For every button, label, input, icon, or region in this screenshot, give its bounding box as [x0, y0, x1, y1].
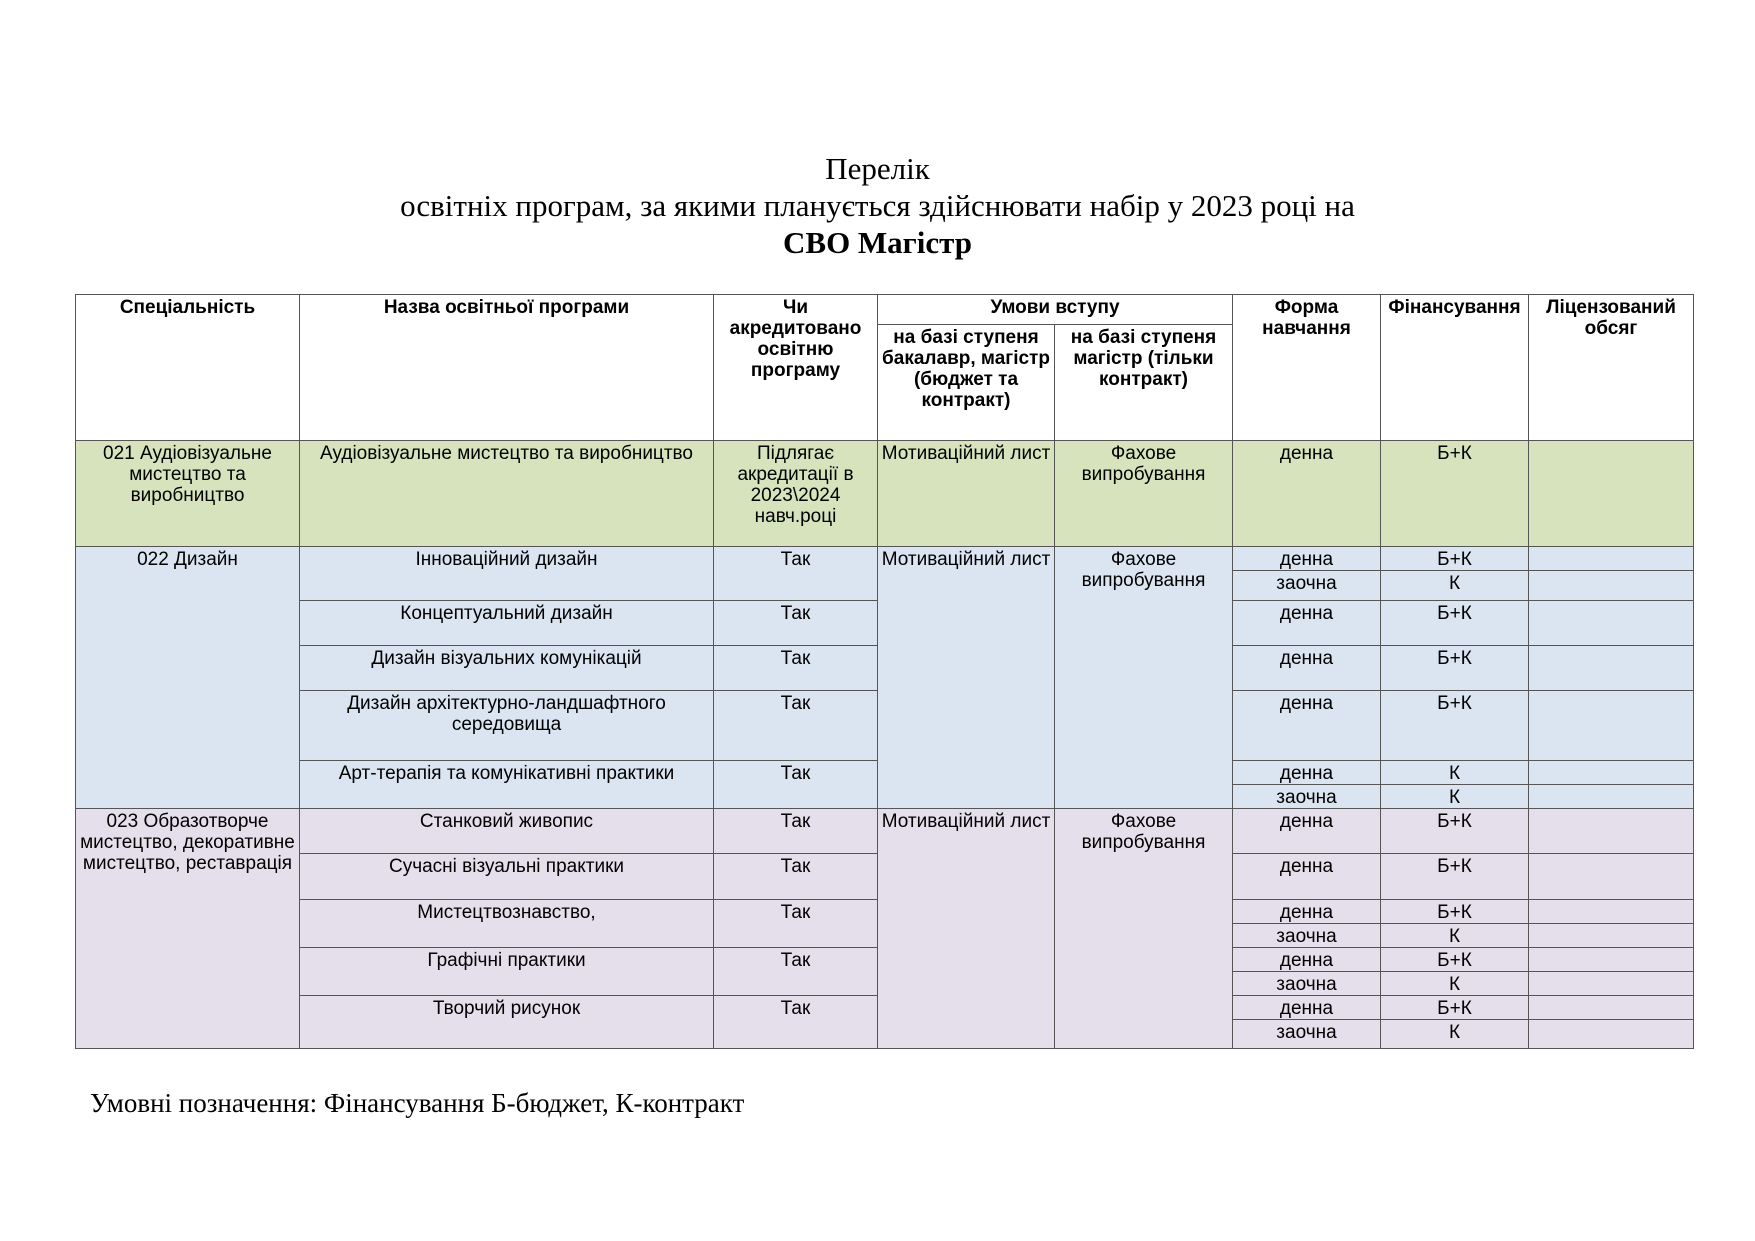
program-name-cell: Аудіовізуальне мистецтво та виробництво — [300, 441, 714, 547]
title-line-1: Перелік — [825, 151, 930, 186]
admission-bachelor-cell: Мотиваційний лист — [878, 441, 1055, 547]
accredited-cell: Так — [714, 809, 878, 854]
admission-master-cell: Фахове випробування — [1055, 441, 1233, 547]
funding-cell: Б+К — [1381, 646, 1529, 691]
specialty-cell: 021 Аудіовізуальне мистецтво та виробництво — [76, 441, 300, 547]
accredited-cell: Так — [714, 646, 878, 691]
header-admission-bachelor: на базі ступеня бакалавр, магістр (бюджет та контракт) — [878, 325, 1055, 441]
form-cell: денна — [1233, 646, 1381, 691]
program-name-cell: Арт-терапія та комунікативні практики — [300, 761, 714, 809]
accredited-cell: Так — [714, 691, 878, 761]
licensed-cell — [1529, 601, 1694, 646]
licensed-cell — [1529, 854, 1694, 900]
accredited-cell: Так — [714, 948, 878, 996]
admission-master-cell: Фахове випробування — [1055, 547, 1233, 809]
table-row — [76, 809, 1694, 854]
program-name-cell: Творчий рисунок — [300, 996, 714, 1049]
program-name-cell: Концептуальний дизайн — [300, 601, 714, 646]
licensed-cell — [1529, 785, 1694, 809]
form-cell: денна — [1233, 900, 1381, 924]
program-name-cell: Графічні практики — [300, 948, 714, 996]
header-admission: Умови вступу — [878, 295, 1233, 325]
licensed-cell — [1529, 948, 1694, 972]
licensed-cell — [1529, 547, 1694, 571]
licensed-cell — [1529, 972, 1694, 996]
header-admission-master: на базі ступеня магістр (тільки контракт) — [1055, 325, 1233, 441]
accredited-cell: Так — [714, 761, 878, 809]
funding-cell: Б+К — [1381, 900, 1529, 924]
program-name-cell: Дизайн візуальних комунікацій — [300, 646, 714, 691]
funding-cell: Б+К — [1381, 691, 1529, 761]
funding-cell: Б+К — [1381, 809, 1529, 854]
licensed-cell — [1529, 691, 1694, 761]
program-name-cell: Дизайн архітектурно-ландшафтного середовища — [300, 691, 714, 761]
header-funding: Фінансування — [1381, 295, 1529, 441]
header-form: Форма навчання — [1233, 295, 1381, 441]
document-title — [0, 150, 1755, 261]
funding-cell: Б+К — [1381, 948, 1529, 972]
specialty-cell: 023 Образотворче мистецтво, декоративне мистецтво, реставрація — [76, 809, 300, 1049]
header-licensed: Ліцензований обсяг — [1529, 295, 1694, 441]
funding-cell: Б+К — [1381, 601, 1529, 646]
form-cell: денна — [1233, 691, 1381, 761]
form-cell: денна — [1233, 809, 1381, 854]
funding-cell: К — [1381, 924, 1529, 948]
form-cell: денна — [1233, 854, 1381, 900]
table-row — [76, 547, 1694, 571]
funding-cell: Б+К — [1381, 547, 1529, 571]
funding-cell: К — [1381, 571, 1529, 601]
licensed-cell — [1529, 924, 1694, 948]
header-accredited: Чи акредитовано освітню програму — [714, 295, 878, 441]
table-header — [76, 295, 1694, 441]
funding-cell: Б+К — [1381, 854, 1529, 900]
programs-table — [75, 294, 1694, 1049]
title-line-2: освітніх програм, за якими планується здійснювати набір у 2023 році на — [400, 188, 1355, 223]
form-cell: заочна — [1233, 785, 1381, 809]
funding-cell: К — [1381, 761, 1529, 785]
accredited-cell: Так — [714, 854, 878, 900]
accredited-cell: Так — [714, 547, 878, 601]
licensed-cell — [1529, 761, 1694, 785]
form-cell: заочна — [1233, 924, 1381, 948]
licensed-cell — [1529, 571, 1694, 601]
form-cell: заочна — [1233, 972, 1381, 996]
program-name-cell: Мистецтвознавство, — [300, 900, 714, 948]
funding-cell: К — [1381, 1020, 1529, 1049]
licensed-cell — [1529, 1020, 1694, 1049]
program-name-cell: Станковий живопис — [300, 809, 714, 854]
header-program: Назва освітньої програми — [300, 295, 714, 441]
funding-cell: К — [1381, 785, 1529, 809]
specialty-cell: 022 Дизайн — [76, 547, 300, 809]
title-line-3: СВО Магістр — [783, 225, 972, 260]
accredited-cell: Підлягає акредитації в 2023\2024 навч.році — [714, 441, 878, 547]
form-cell: заочна — [1233, 571, 1381, 601]
form-cell: денна — [1233, 601, 1381, 646]
licensed-cell — [1529, 809, 1694, 854]
funding-cell: Б+К — [1381, 441, 1529, 547]
legend-note: Умовні позначення: Фінансування Б-бюджет, К-контракт — [90, 1088, 745, 1118]
form-cell: денна — [1233, 761, 1381, 785]
form-cell: денна — [1233, 996, 1381, 1020]
admission-bachelor-cell: Мотиваційний лист — [878, 809, 1055, 1049]
header-specialty: Спеціальність — [76, 295, 300, 441]
licensed-cell — [1529, 441, 1694, 547]
table-row — [76, 441, 1694, 547]
program-name-cell: Інноваційний дизайн — [300, 547, 714, 601]
licensed-cell — [1529, 900, 1694, 924]
licensed-cell — [1529, 646, 1694, 691]
form-cell: заочна — [1233, 1020, 1381, 1049]
accredited-cell: Так — [714, 601, 878, 646]
program-name-cell: Сучасні візуальні практики — [300, 854, 714, 900]
admission-bachelor-cell: Мотиваційний лист — [878, 547, 1055, 809]
accredited-cell: Так — [714, 900, 878, 948]
accredited-cell: Так — [714, 996, 878, 1049]
form-cell: денна — [1233, 948, 1381, 972]
funding-cell: Б+К — [1381, 996, 1529, 1020]
admission-master-cell: Фахове випробування — [1055, 809, 1233, 1049]
form-cell: денна — [1233, 547, 1381, 571]
form-cell: денна — [1233, 441, 1381, 547]
funding-cell: К — [1381, 972, 1529, 996]
licensed-cell — [1529, 996, 1694, 1020]
table-body — [76, 441, 1694, 1049]
